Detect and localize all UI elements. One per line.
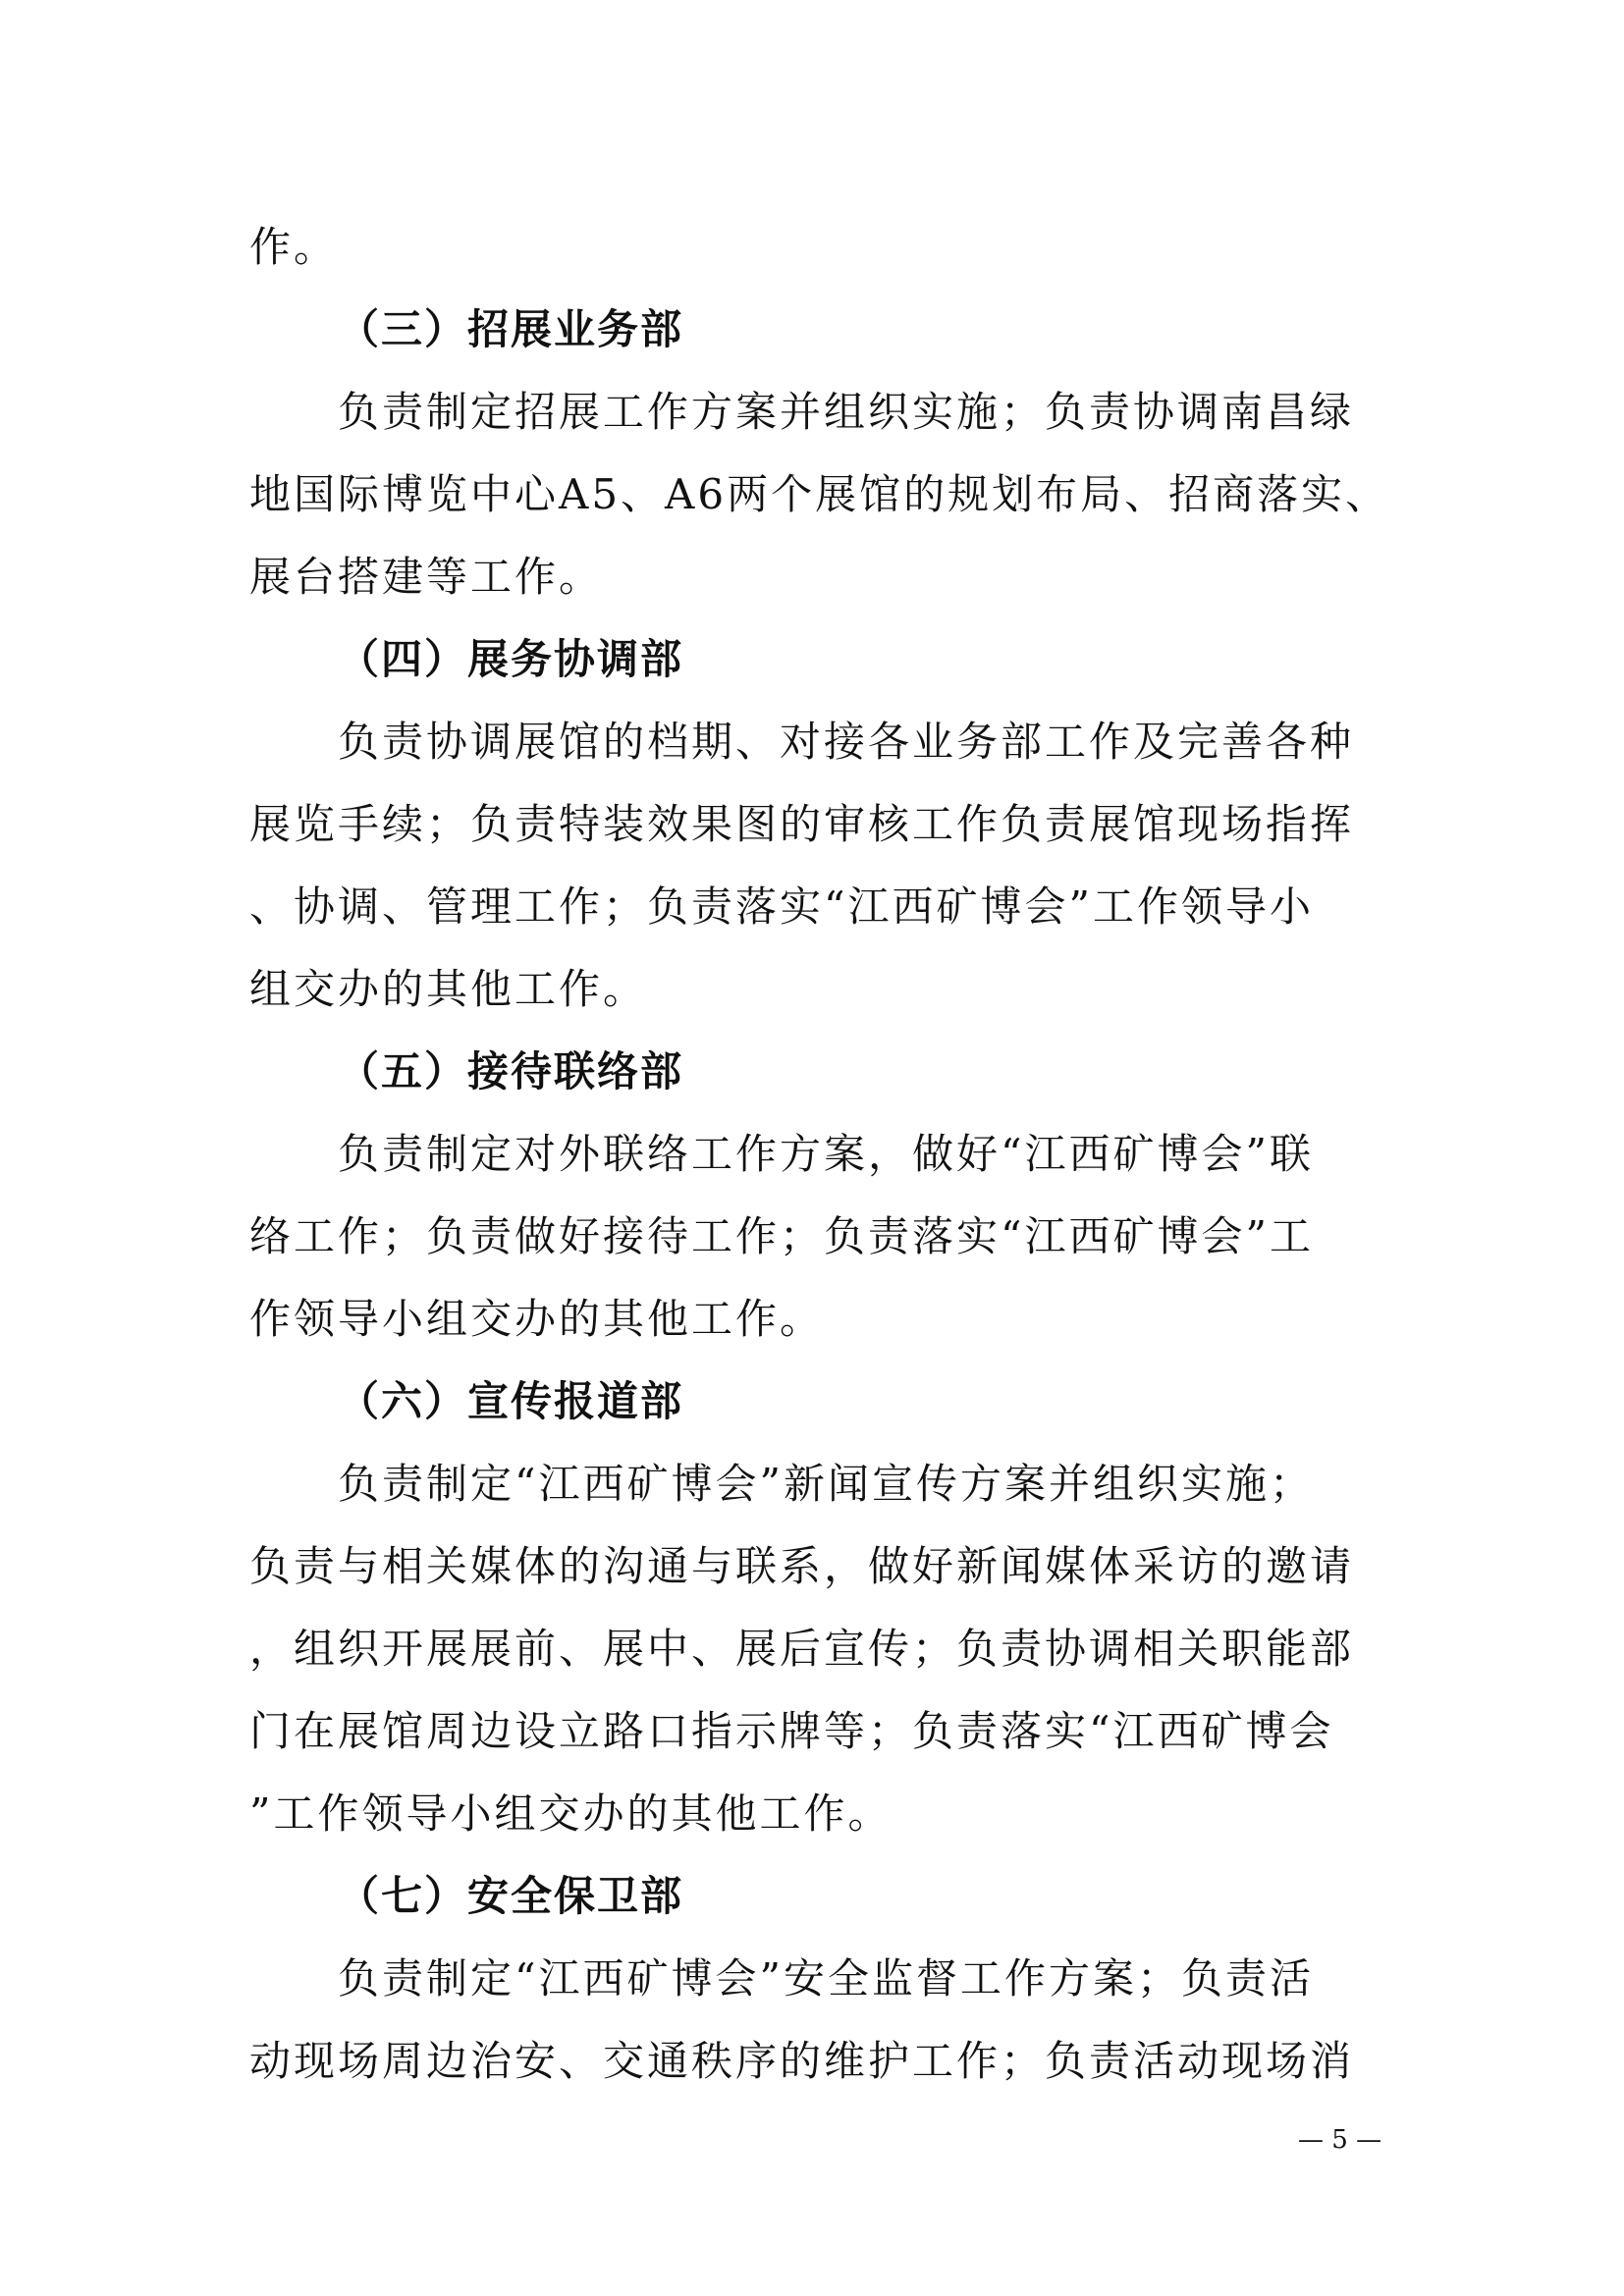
paragraph-continuation-line: 作。 (249, 223, 339, 271)
section-heading-3: （三）招展业务部 (338, 305, 684, 353)
section-4-paragraph-line: 组交办的其他工作。 (249, 965, 648, 1013)
section-4-paragraph-line: 展览手续；负责特装效果图的审核工作负责展馆现场指挥 (249, 800, 1355, 848)
section-6-paragraph-line: 负责与相关媒体的沟通与联系，做好新闻媒体采访的邀请 (249, 1542, 1355, 1590)
section-heading-5: （五）接待联络部 (338, 1047, 684, 1095)
section-7-paragraph-line: 负责制定“江西矿博会”安全监督工作方案；负责活 (338, 1954, 1314, 2002)
section-6-paragraph-line: ”工作领导小组交办的其他工作。 (249, 1789, 893, 1838)
section-4-paragraph-line: 负责协调展馆的档期、对接各业务部工作及完善各种 (338, 718, 1355, 766)
section-4-paragraph-line: 、协调、管理工作；负责落实“江西矿博会”工作领导小 (249, 882, 1314, 931)
section-5-paragraph-line: 作领导小组交办的其他工作。 (249, 1295, 825, 1343)
section-6-paragraph-line: 负责制定“江西矿博会”新闻宣传方案并组织实施； (338, 1460, 1314, 1508)
section-7-paragraph-line: 动现场周边治安、交通秩序的维护工作；负责活动现场消 (249, 2037, 1355, 2085)
section-5-paragraph-line: 络工作；负责做好接待工作；负责落实“江西矿博会”工 (249, 1212, 1314, 1260)
section-heading-4: （四）展务协调部 (338, 635, 684, 683)
section-heading-7: （七）安全保卫部 (338, 1872, 684, 1920)
page-number: — 5 — (1298, 2125, 1382, 2155)
section-3-paragraph-line: 负责制定招展工作方案并组织实施；负责协调南昌绿 (338, 388, 1355, 436)
section-5-paragraph-line: 负责制定对外联络工作方案，做好“江西矿博会”联 (338, 1130, 1314, 1178)
section-6-paragraph-line: ，组织开展展前、展中、展后宣传；负责协调相关职能部 (249, 1625, 1355, 1673)
section-heading-6: （六）宣传报道部 (338, 1377, 684, 1425)
section-6-paragraph-line: 门在展馆周边设立路口指示牌等；负责落实“江西矿博会 (249, 1707, 1334, 1755)
section-3-paragraph-line: 展台搭建等工作。 (249, 553, 604, 601)
section-3-paragraph-line: 地国际博览中心A5、A6两个展馆的规划布局、招商落实、 (249, 470, 1390, 518)
